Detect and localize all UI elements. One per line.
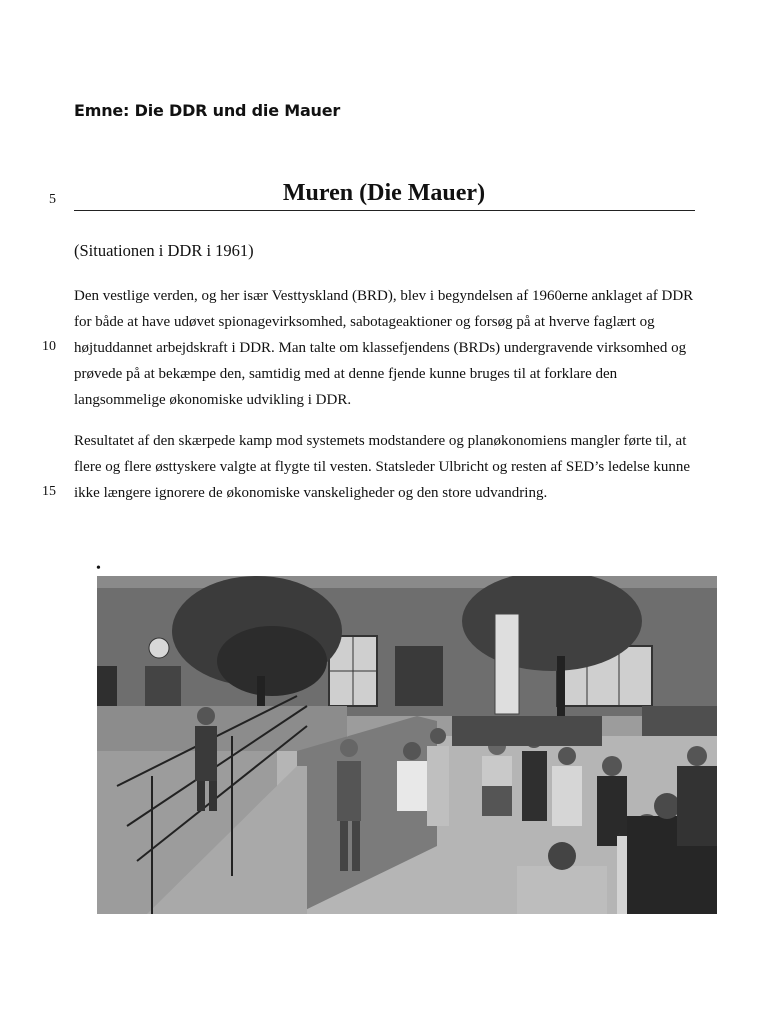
- title-underline: [74, 210, 695, 211]
- line-number: 10: [42, 339, 56, 354]
- berlin-wall-photo: [97, 576, 717, 914]
- subtitle: (Situationen i DDR i 1961): [74, 241, 254, 260]
- paragraph-2: Resultatet af den skærpede kamp mod systemets modstandere og planøkonomiens mangler førte til, at flere og flere østtyskere valgte at flygte til vesten. Statsleder Ulbricht og resten af SED’s ledelse kunne ikke længere ignorere de økonomiske vanskeligheder og den store udvandring.: [74, 433, 691, 501]
- subject-heading: Emne: Die DDR und die Mauer: [74, 101, 341, 120]
- page-title: Muren (Die Mauer): [282, 180, 486, 206]
- line-number: 5: [49, 192, 56, 207]
- line-number: 15: [42, 484, 56, 499]
- bullet-marker: •: [96, 561, 101, 576]
- paragraph-1: Den vestlige verden, og her især Vesttyskland (BRD), blev i begyndelsen af 1960erne anklaget af DDR for både at have udøvet spionagevirksomhed, sabotageaktioner og forsøg på at hverve faglært og højtuddannet arbejdskraft i DDR. Man talte om klassefjendens (BRDs) undergravende virksomhed og prøvede på at bekæmpe den, samtidig med at denne fjende kunne bruges til at forklare den langsommelige økonomiske udvikling i DDR.: [74, 288, 694, 408]
